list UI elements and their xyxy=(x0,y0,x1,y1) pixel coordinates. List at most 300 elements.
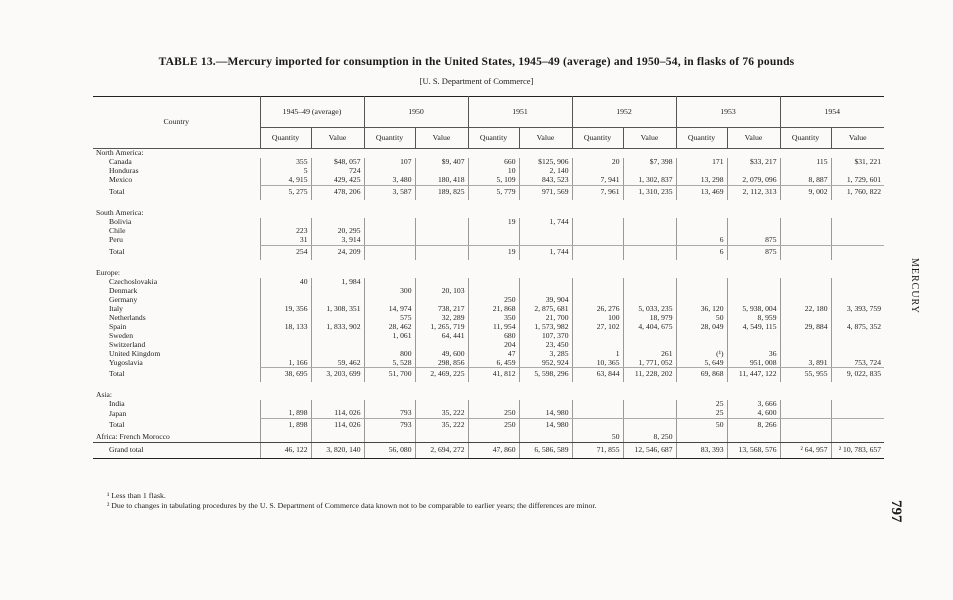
quantity-cell: 3, 891 xyxy=(780,359,831,368)
quantity-cell: 46, 122 xyxy=(260,443,311,459)
total-label: Total xyxy=(109,369,125,379)
value-cell xyxy=(831,218,884,227)
page-number: 797 xyxy=(888,500,904,523)
quantity-cell xyxy=(572,236,623,245)
quantity-cell xyxy=(468,278,519,287)
quantity-cell: 10 xyxy=(468,167,519,176)
quantity-cell xyxy=(676,218,727,227)
value-cell xyxy=(311,433,364,442)
value-cell xyxy=(415,236,468,245)
quantity-cell xyxy=(468,236,519,245)
value-cell xyxy=(623,296,676,305)
quantity-cell xyxy=(364,400,415,409)
value-cell: 3, 914 xyxy=(311,236,364,245)
quantity-header: Quantity xyxy=(780,128,831,149)
value-cell: 3, 285 xyxy=(519,350,572,359)
value-cell: 8, 250 xyxy=(623,433,676,442)
quantity-cell: 31 xyxy=(260,236,311,245)
table-row xyxy=(93,400,884,409)
quantity-cell: 25 xyxy=(676,409,727,418)
quantity-header: Quantity xyxy=(260,128,311,149)
region-label: South America: xyxy=(96,208,144,217)
quantity-cell: 254 xyxy=(260,245,311,259)
quantity-cell: 28, 462 xyxy=(364,323,415,332)
quantity-cell: 47, 860 xyxy=(468,443,519,459)
quantity-cell xyxy=(780,278,831,287)
table-row xyxy=(93,332,884,341)
table-row xyxy=(93,323,884,332)
quantity-cell xyxy=(260,332,311,341)
quantity-cell: 13, 298 xyxy=(676,176,727,185)
quantity-cell: (¹) xyxy=(676,350,727,359)
quantity-cell: 47 xyxy=(468,350,519,359)
quantity-cell: 300 xyxy=(364,287,415,296)
value-header: Value xyxy=(311,128,364,149)
quantity-cell: 7, 961 xyxy=(572,185,623,199)
quantity-cell xyxy=(260,400,311,409)
value-cell xyxy=(727,341,780,350)
quantity-cell: 50 xyxy=(676,314,727,323)
value-cell: 3, 203, 699 xyxy=(311,368,364,382)
value-cell: 2, 875, 681 xyxy=(519,305,572,314)
quantity-cell: 28, 049 xyxy=(676,323,727,332)
value-cell xyxy=(415,296,468,305)
value-cell: 5, 938, 004 xyxy=(727,305,780,314)
quantity-cell: 13, 469 xyxy=(676,185,727,199)
value-cell: 971, 569 xyxy=(519,185,572,199)
quantity-cell: 41, 812 xyxy=(468,368,519,382)
quantity-cell: 11, 954 xyxy=(468,323,519,332)
value-cell xyxy=(415,218,468,227)
country-name: Netherlands xyxy=(109,313,146,322)
quantity-cell: 7, 941 xyxy=(572,176,623,185)
quantity-cell xyxy=(468,287,519,296)
value-cell: 738, 217 xyxy=(415,305,468,314)
quantity-cell: 26, 276 xyxy=(572,305,623,314)
value-cell: 1, 573, 982 xyxy=(519,323,572,332)
value-cell xyxy=(623,245,676,259)
value-cell xyxy=(831,314,884,323)
quantity-cell: 55, 955 xyxy=(780,368,831,382)
quantity-cell: 4, 915 xyxy=(260,176,311,185)
quantity-cell: 69, 868 xyxy=(676,368,727,382)
total-row xyxy=(93,368,884,382)
quantity-cell xyxy=(780,350,831,359)
value-cell: 24, 209 xyxy=(311,245,364,259)
value-cell: 261 xyxy=(623,350,676,359)
value-cell xyxy=(311,218,364,227)
value-cell: 1, 302, 837 xyxy=(623,176,676,185)
quantity-cell: 19 xyxy=(468,245,519,259)
quantity-cell xyxy=(676,332,727,341)
value-cell xyxy=(727,227,780,236)
quantity-cell xyxy=(260,296,311,305)
value-cell: 64, 441 xyxy=(415,332,468,341)
value-cell xyxy=(831,236,884,245)
quantity-cell xyxy=(780,236,831,245)
total-row xyxy=(93,185,884,199)
quantity-cell xyxy=(364,245,415,259)
value-cell xyxy=(623,400,676,409)
quantity-cell xyxy=(260,341,311,350)
value-cell xyxy=(519,433,572,442)
quantity-cell xyxy=(468,433,519,442)
table-row xyxy=(93,167,884,176)
value-cell xyxy=(623,167,676,176)
value-cell: 114, 026 xyxy=(311,409,364,418)
value-cell xyxy=(311,296,364,305)
value-cell: 1, 744 xyxy=(519,245,572,259)
value-cell: 1, 771, 052 xyxy=(623,359,676,368)
value-cell: 478, 206 xyxy=(311,185,364,199)
quantity-cell: 355 xyxy=(260,158,311,167)
quantity-cell xyxy=(468,227,519,236)
quantity-cell: 1 xyxy=(572,350,623,359)
value-cell: 11, 228, 202 xyxy=(623,368,676,382)
country-name: Chile xyxy=(109,226,126,235)
table-row xyxy=(93,278,884,287)
quantity-cell: 3, 480 xyxy=(364,176,415,185)
table-row xyxy=(93,433,884,442)
value-cell xyxy=(623,287,676,296)
quantity-cell xyxy=(780,314,831,323)
value-cell: $31, 221 xyxy=(831,158,884,167)
quantity-cell xyxy=(260,350,311,359)
value-cell xyxy=(831,278,884,287)
value-cell xyxy=(519,400,572,409)
year-header: 1945–49 (average) xyxy=(260,97,364,128)
quantity-cell xyxy=(676,278,727,287)
quantity-cell xyxy=(572,296,623,305)
quantity-cell: 1, 166 xyxy=(260,359,311,368)
value-cell: 13, 568, 576 xyxy=(727,443,780,459)
quantity-cell: 3, 587 xyxy=(364,185,415,199)
table-row xyxy=(93,176,884,185)
table-row xyxy=(93,236,884,245)
region-label: Europe: xyxy=(96,268,121,277)
value-cell xyxy=(415,245,468,259)
value-cell: 951, 008 xyxy=(727,359,780,368)
value-cell: 4, 600 xyxy=(727,409,780,418)
quantity-cell: 171 xyxy=(676,158,727,167)
region-row xyxy=(93,209,884,218)
spacer-row xyxy=(93,200,884,209)
region-row xyxy=(93,149,884,158)
quantity-header: Quantity xyxy=(676,128,727,149)
region-row xyxy=(93,391,884,400)
quantity-cell: 83, 393 xyxy=(676,443,727,459)
year-header: 1951 xyxy=(468,97,572,128)
region-country-label: Africa: French Morocco xyxy=(96,433,170,442)
value-cell: 1, 744 xyxy=(519,218,572,227)
quantity-cell: 250 xyxy=(468,296,519,305)
quantity-cell: 575 xyxy=(364,314,415,323)
value-cell: 2, 079, 096 xyxy=(727,176,780,185)
value-cell xyxy=(831,287,884,296)
value-cell: 1, 833, 902 xyxy=(311,323,364,332)
value-cell: 189, 825 xyxy=(415,185,468,199)
value-cell: 21, 700 xyxy=(519,314,572,323)
table-row xyxy=(93,287,884,296)
quantity-cell xyxy=(364,296,415,305)
value-cell xyxy=(519,278,572,287)
quantity-cell: 1, 898 xyxy=(260,409,311,418)
quantity-cell xyxy=(780,341,831,350)
value-cell: $7, 398 xyxy=(623,158,676,167)
value-cell: 753, 724 xyxy=(831,359,884,368)
value-cell xyxy=(727,287,780,296)
value-cell: 14, 980 xyxy=(519,419,572,433)
quantity-cell xyxy=(780,296,831,305)
quantity-cell xyxy=(676,433,727,442)
quantity-cell: 793 xyxy=(364,409,415,418)
value-cell: 1, 308, 351 xyxy=(311,305,364,314)
country-name: Czechoslovakia xyxy=(109,277,158,286)
value-cell: 49, 600 xyxy=(415,350,468,359)
value-cell: 1, 310, 235 xyxy=(623,185,676,199)
value-cell xyxy=(415,400,468,409)
year-header: 1953 xyxy=(676,97,780,128)
value-cell xyxy=(831,341,884,350)
value-cell xyxy=(727,278,780,287)
quantity-cell: 8, 887 xyxy=(780,176,831,185)
table-row xyxy=(93,305,884,314)
quantity-cell: 800 xyxy=(364,350,415,359)
quantity-cell: 14, 974 xyxy=(364,305,415,314)
value-cell: $33, 217 xyxy=(727,158,780,167)
country-name: Denmark xyxy=(109,286,138,295)
quantity-cell: 50 xyxy=(676,419,727,433)
quantity-cell: 680 xyxy=(468,332,519,341)
value-cell xyxy=(623,419,676,433)
quantity-cell: 18, 133 xyxy=(260,323,311,332)
value-cell: 3, 666 xyxy=(727,400,780,409)
value-cell xyxy=(415,167,468,176)
quantity-cell xyxy=(572,167,623,176)
total-label: Total xyxy=(109,246,125,256)
quantity-cell xyxy=(780,400,831,409)
country-name: Germany xyxy=(109,295,138,304)
country-name: Canada xyxy=(109,157,132,166)
value-cell: 3, 820, 140 xyxy=(311,443,364,459)
quantity-cell xyxy=(780,433,831,442)
quantity-cell: 5 xyxy=(260,167,311,176)
table-row xyxy=(93,314,884,323)
country-header: Country xyxy=(93,97,260,149)
value-cell: 4, 549, 115 xyxy=(727,323,780,332)
country-name: Switzerland xyxy=(109,340,146,349)
total-label: Total xyxy=(109,186,125,196)
quantity-cell: 9, 002 xyxy=(780,185,831,199)
value-cell xyxy=(311,332,364,341)
value-cell xyxy=(727,332,780,341)
quantity-cell: 36, 120 xyxy=(676,305,727,314)
quantity-cell xyxy=(780,419,831,433)
quantity-cell xyxy=(780,218,831,227)
value-cell: 2, 140 xyxy=(519,167,572,176)
table-row xyxy=(93,218,884,227)
value-cell: 23, 450 xyxy=(519,341,572,350)
value-cell xyxy=(415,227,468,236)
value-cell xyxy=(727,167,780,176)
value-cell xyxy=(311,400,364,409)
quantity-cell: 100 xyxy=(572,314,623,323)
value-header: Value xyxy=(727,128,780,149)
quantity-cell: 660 xyxy=(468,158,519,167)
quantity-cell: 25 xyxy=(676,400,727,409)
quantity-cell: 5, 528 xyxy=(364,359,415,368)
quantity-cell: 5, 779 xyxy=(468,185,519,199)
quantity-cell: 29, 884 xyxy=(780,323,831,332)
value-cell: 35, 222 xyxy=(415,419,468,433)
quantity-cell xyxy=(676,227,727,236)
table-row xyxy=(93,296,884,305)
value-cell: 9, 022, 835 xyxy=(831,368,884,382)
value-cell: 4, 404, 675 xyxy=(623,323,676,332)
quantity-cell: 6 xyxy=(676,236,727,245)
footnote-1: ¹ Less than 1 flask. xyxy=(107,491,166,500)
value-cell xyxy=(311,350,364,359)
value-cell: 59, 462 xyxy=(311,359,364,368)
quantity-cell xyxy=(780,167,831,176)
value-cell: 1, 984 xyxy=(311,278,364,287)
country-name: Bolivia xyxy=(109,217,132,226)
value-cell xyxy=(831,400,884,409)
quantity-cell: 40 xyxy=(260,278,311,287)
quantity-header: Quantity xyxy=(468,128,519,149)
value-cell: 843, 523 xyxy=(519,176,572,185)
quantity-cell xyxy=(780,409,831,418)
value-cell xyxy=(831,433,884,442)
value-cell: 2, 469, 225 xyxy=(415,368,468,382)
quantity-cell: ² 64, 957 xyxy=(780,443,831,459)
value-cell: 32, 289 xyxy=(415,314,468,323)
running-head: MERCURY xyxy=(909,258,920,314)
quantity-cell xyxy=(676,287,727,296)
value-cell xyxy=(519,287,572,296)
quantity-cell xyxy=(780,287,831,296)
country-name: Peru xyxy=(109,235,123,245)
country-name: Mexico xyxy=(109,175,133,185)
value-cell: 875 xyxy=(727,245,780,259)
quantity-cell: 71, 855 xyxy=(572,443,623,459)
quantity-cell xyxy=(572,332,623,341)
value-cell: 18, 979 xyxy=(623,314,676,323)
country-name: India xyxy=(109,400,125,409)
value-cell xyxy=(623,236,676,245)
value-cell xyxy=(519,227,572,236)
spacer-row xyxy=(93,260,884,269)
value-cell xyxy=(519,236,572,245)
quantity-cell xyxy=(572,400,623,409)
value-cell: 1, 729, 601 xyxy=(831,176,884,185)
quantity-cell xyxy=(260,314,311,323)
value-cell xyxy=(623,332,676,341)
total-row xyxy=(93,419,884,433)
value-cell xyxy=(831,409,884,418)
value-cell: 8, 959 xyxy=(727,314,780,323)
quantity-cell: 250 xyxy=(468,409,519,418)
value-cell: 429, 425 xyxy=(311,176,364,185)
quantity-cell: 10, 365 xyxy=(572,359,623,368)
value-cell xyxy=(623,227,676,236)
quantity-cell xyxy=(676,167,727,176)
value-cell: 12, 546, 687 xyxy=(623,443,676,459)
value-header: Value xyxy=(623,128,676,149)
value-cell xyxy=(623,278,676,287)
quantity-cell xyxy=(572,245,623,259)
value-cell: 107, 370 xyxy=(519,332,572,341)
quantity-cell xyxy=(572,419,623,433)
quantity-cell: 115 xyxy=(780,158,831,167)
quantity-cell: 27, 102 xyxy=(572,323,623,332)
table-row xyxy=(93,359,884,368)
quantity-cell: 1, 898 xyxy=(260,419,311,433)
quantity-cell xyxy=(780,227,831,236)
value-cell: 1, 760, 822 xyxy=(831,185,884,199)
value-cell: 36 xyxy=(727,350,780,359)
value-cell xyxy=(831,167,884,176)
quantity-cell xyxy=(572,287,623,296)
quantity-cell: 5, 649 xyxy=(676,359,727,368)
quantity-cell: 22, 180 xyxy=(780,305,831,314)
value-cell: 2, 694, 272 xyxy=(415,443,468,459)
value-cell: 1, 265, 719 xyxy=(415,323,468,332)
quantity-cell xyxy=(572,227,623,236)
value-cell xyxy=(415,341,468,350)
value-cell xyxy=(831,227,884,236)
table-row xyxy=(93,350,884,359)
value-cell: 724 xyxy=(311,167,364,176)
year-header: 1952 xyxy=(572,97,676,128)
value-cell xyxy=(831,419,884,433)
quantity-cell xyxy=(260,433,311,442)
quantity-cell xyxy=(676,341,727,350)
table-row xyxy=(93,158,884,167)
quantity-cell: 50 xyxy=(572,433,623,442)
total-label: Total xyxy=(109,420,125,430)
table-row xyxy=(93,341,884,350)
country-name: Honduras xyxy=(109,166,139,175)
country-name: Yugoslavia xyxy=(109,358,143,368)
quantity-cell xyxy=(780,245,831,259)
quantity-cell: 223 xyxy=(260,227,311,236)
quantity-cell xyxy=(572,409,623,418)
value-cell: 11, 447, 122 xyxy=(727,368,780,382)
value-cell xyxy=(727,433,780,442)
value-cell: $9, 407 xyxy=(415,158,468,167)
value-cell: $48, 057 xyxy=(311,158,364,167)
quantity-header: Quantity xyxy=(364,128,415,149)
value-cell xyxy=(623,341,676,350)
quantity-cell xyxy=(468,400,519,409)
quantity-cell: 21, 868 xyxy=(468,305,519,314)
quantity-cell: 6 xyxy=(676,245,727,259)
value-cell: 8, 266 xyxy=(727,419,780,433)
value-cell xyxy=(727,296,780,305)
value-cell: 6, 586, 589 xyxy=(519,443,572,459)
quantity-cell xyxy=(364,341,415,350)
grand-total-label: Grand total xyxy=(93,443,260,459)
quantity-cell: 1, 061 xyxy=(364,332,415,341)
quantity-cell: 38, 695 xyxy=(260,368,311,382)
value-cell: 39, 904 xyxy=(519,296,572,305)
value-cell xyxy=(311,341,364,350)
value-cell: 952, 924 xyxy=(519,359,572,368)
quantity-cell xyxy=(260,287,311,296)
quantity-cell: 204 xyxy=(468,341,519,350)
quantity-cell xyxy=(572,218,623,227)
